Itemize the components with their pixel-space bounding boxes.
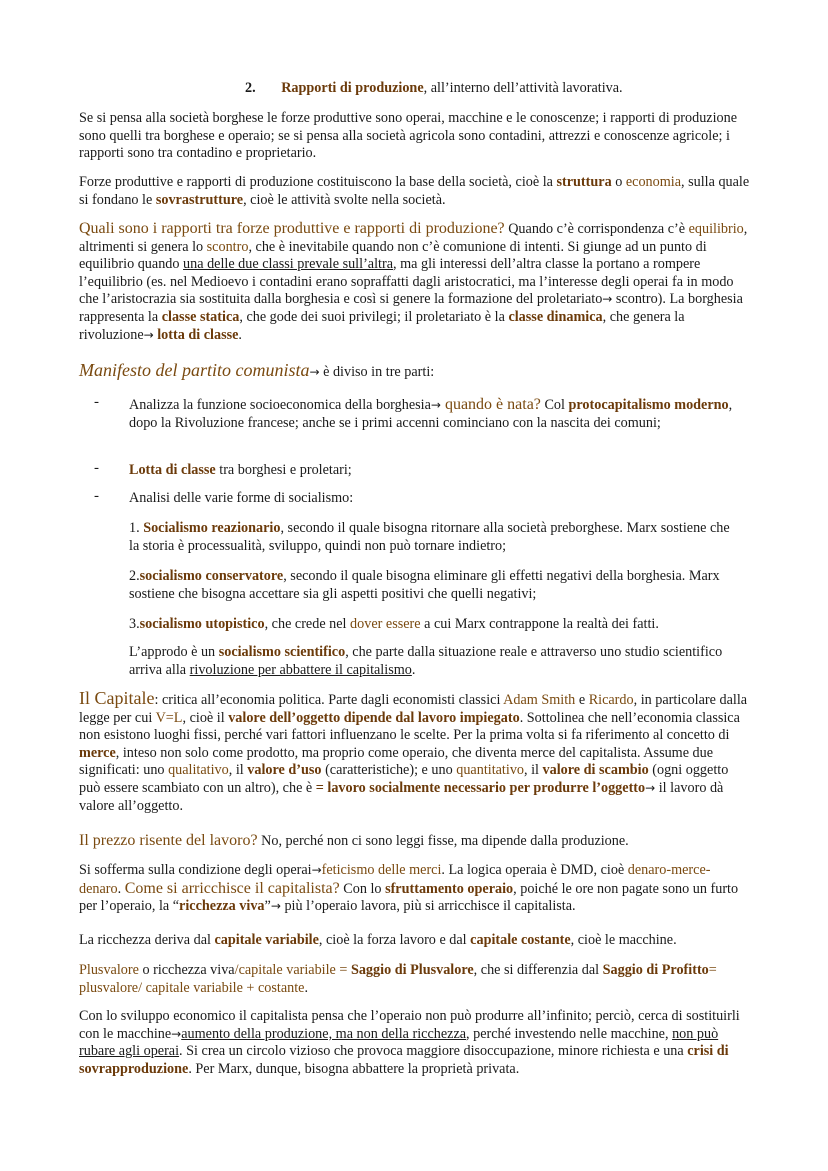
classe-dinamica-term: classe dinamica — [508, 308, 603, 325]
p3-f: , che gode dei suoi privilegi; il proletariato è la — [239, 308, 509, 325]
p2-text-c: o — [611, 174, 626, 190]
prezzo-paragraph — [79, 832, 751, 851]
sv-b: , perché investendo nelle macchine, — [466, 1025, 673, 1042]
plus-d: , che si differenzia dal — [473, 962, 603, 978]
s4-b: , che parte dalla situazione reale e attraverso uno studio scientifico arriva alla — [129, 644, 723, 678]
valore-scambio-term: valore di scambio — [542, 762, 649, 779]
s1-rest: , secondo il quale bisogna ritornare alla società preborghese. Marx sostiene che la storia è processualità, sviluppo, quindi non può tornare indietro; — [129, 520, 730, 554]
p3-a: Quando c’è corrispondenza c’è — [504, 221, 689, 237]
heading-bold: Rapporti di produzione — [281, 80, 424, 96]
saggio-plusvalore-term: Saggio di Plusvalore — [350, 962, 474, 978]
bullet-1 — [129, 396, 741, 432]
ric-c: , cioè le macchine. — [570, 932, 677, 948]
op-b: . La logica operaia è DMD, cioè — [441, 862, 628, 878]
capitale-costante-term: capitale costante — [470, 932, 571, 948]
op-g: più l’operaio lavora, più si arricchisce il capitalista. — [280, 898, 576, 915]
capitale-variabile-term: capitale variabile — [214, 932, 319, 948]
arrow-icon: → — [171, 1026, 182, 1041]
denaro-merce-denaro: denaro-merce-denaro — [79, 862, 711, 897]
cap-f: , inteso non solo come prodotto, ma proprio come operaio, che diventa merce del capitalista. Assume due significati: uno — [79, 744, 714, 779]
s3-a: , che crede nel — [264, 616, 351, 632]
arrow-icon: → — [430, 398, 441, 412]
s2-num: 2. — [129, 568, 140, 584]
p3-d: , ma gli interessi dell’altra classe la portano a rompere l’equilibrio (es. nel Medioevo i contadini erano sopraffatti dagli aristocratici, ma l’interesse degli operai fa in modo che l’aristocrazia sia sostituita dalla borghesia e così si genere la formazione del proletariato — [79, 256, 734, 308]
p3-g: , che genera la rivoluzione — [79, 308, 685, 343]
s2-term: socialismo conservatore — [139, 568, 284, 584]
op-c: . — [117, 880, 125, 897]
paragraph-2 — [79, 174, 751, 209]
cap-h: (caratteristiche); e uno — [321, 762, 457, 779]
section-heading — [245, 80, 765, 98]
sv-a: Con lo sviluppo economico il capitalista pensa che l’operaio non può produrre all’infinito; perciò, cerca di sostituirli con le macchine — [79, 1008, 740, 1042]
operai-paragraph — [79, 862, 751, 916]
lotta-classe-bold: Lotta di classe — [129, 462, 216, 478]
ricardo: Ricardo — [588, 692, 634, 708]
manifesto-title: Manifesto del partito comunista — [79, 360, 310, 380]
classe-statica-term: classe statica — [161, 308, 240, 325]
socialismo-scientifico — [129, 644, 741, 679]
sv-underlined-2: non può rubare agli operai — [79, 1025, 719, 1060]
arrow-icon: → — [143, 327, 154, 342]
paragraph-3 — [79, 220, 751, 344]
p2-text-g: , cioè le attività svolte nella società. — [243, 191, 446, 208]
b1-c: , dopo la Rivoluzione francese; anche se i primi accenni cominciano con la nascita dei comuni; — [129, 397, 733, 431]
heading-rest: , all’interno dell’attività lavorativa. — [423, 80, 623, 96]
valore-uso-term: valore d’uso — [247, 762, 322, 779]
sviluppo-paragraph — [79, 1008, 751, 1078]
p3-b: , altrimenti si genera lo — [79, 221, 748, 255]
question-prezzo: Il prezzo risente del lavoro? — [79, 832, 258, 849]
bullet-dash-3: - — [94, 488, 99, 504]
lavoro-socialmente-term: = lavoro socialmente necessario per produrre l’oggetto — [315, 779, 646, 796]
economia-term: economia — [625, 174, 682, 190]
capitale-title: Il Capitale — [79, 688, 155, 708]
ricchezza-paragraph — [79, 932, 751, 950]
qualitativo-term: qualitativo — [168, 762, 229, 779]
socialismo-2 — [129, 568, 741, 603]
s3-num: 3. — [129, 616, 140, 632]
s4-a: L’approdo è un — [129, 644, 219, 660]
scontro-term: scontro — [206, 238, 249, 255]
underlined-prevale: una delle due classi prevale sull’altra — [183, 256, 393, 273]
p3-period: . — [238, 326, 242, 343]
cap-c: , cioè il — [182, 709, 229, 726]
s4-c: . — [411, 661, 416, 678]
s3-b: a cui Marx contrappone la realtà dei fatti. — [420, 616, 659, 632]
quantitativo-term: quantitativo — [456, 762, 525, 779]
question-capitalista: Come si arricchisce il capitalista? — [124, 879, 340, 897]
op-d: Con lo — [339, 880, 386, 897]
prezzo-rest: No, perché non ci sono leggi fisse, ma dipende dalla produzione. — [257, 833, 629, 849]
v-equals-l: V=L — [155, 709, 183, 726]
plus-f: . — [304, 979, 308, 996]
question-quando: quando è nata? — [440, 396, 541, 413]
arrow-icon: → — [309, 365, 320, 379]
p2-text-e: , sulla quale si fondano le — [79, 174, 750, 208]
b1-b: Col — [540, 397, 569, 413]
plus-c: /capitale variabile = — [234, 962, 351, 978]
s2-rest: , secondo il quale bisogna eliminare gli effetti negativi della borghesia. Marx sostiene che bisogna accettare sia gli aspetti positivi che quelli negativi; — [129, 568, 720, 602]
p3-e: scontro). La borghesia rappresenta la — [79, 291, 743, 325]
manifesto-rest: è diviso in tre parti: — [319, 364, 435, 380]
ric-a: La ricchezza deriva dal — [79, 932, 215, 948]
protocapitalismo-term: protocapitalismo moderno — [568, 397, 729, 413]
plus-b: o ricchezza viva — [138, 962, 235, 978]
ricchezza-viva-term: ricchezza viva — [179, 898, 265, 915]
heading-number: 2. — [245, 80, 256, 96]
adam-smith: Adam Smith — [503, 692, 576, 708]
bullet-3: Analisi delle varie forme di socialismo: — [129, 490, 354, 506]
plusvalore-paragraph — [79, 962, 751, 997]
b1-a: Analizza la funzione socioeconomica della borghesia — [129, 397, 431, 413]
plusvalore-term: Plusvalore — [79, 962, 139, 978]
struttura-term: struttura — [556, 174, 612, 190]
b2-rest: tra borghesi e proletari; — [215, 462, 352, 478]
sv-underlined-1: aumento della produzione, ma non della ricchezza — [181, 1025, 467, 1042]
arrow-icon: → — [602, 292, 613, 307]
sovrastrutture-term: sovrastrutture — [155, 191, 244, 208]
op-a: Si sofferma sulla condizione degli operai — [79, 862, 312, 878]
s4-term: socialismo scientifico — [218, 644, 346, 660]
arrow-icon: → — [270, 899, 281, 914]
manifesto-heading — [79, 362, 751, 382]
op-f: ” — [264, 898, 271, 915]
p2-text-a: Forze produttive e rapporti di produzione costituiscono la base della società, cioè la — [79, 174, 557, 190]
s3-term: socialismo utopistico — [139, 616, 265, 632]
paragraph-1: Se si pensa alla società borghese le forze produttive sono operai, macchine e le conoscenze; i rapporti di produzione sono quelli tra borghese e operaio; se si pensa alla società agricola sono contadini, attrezzi e conoscenze agricole; i rapporti sono tra contadino e proprietario. — [79, 110, 738, 162]
cap-b: , in particolare dalla legge per cui — [79, 692, 748, 726]
arrow-icon: → — [311, 863, 322, 877]
socialismo-3 — [129, 616, 741, 634]
arrow-icon: → — [645, 780, 656, 795]
cap-k: il lavoro dà valore all’oggetto. — [79, 779, 724, 814]
capitale-paragraph — [79, 690, 751, 815]
cap-i: , il — [524, 762, 543, 779]
cap-d: . Sottolinea che nell’economia classica non esistono luoghi fissi, perché vari fattori influenzano le scelte. Per la prima volta si fa riferimento al concetto di — [79, 709, 740, 744]
sv-c: . Si crea un circolo vizioso che provoca maggiore disoccupazione, minore richiesta e una — [179, 1043, 688, 1060]
crisi-term: crisi di sovrapproduzione — [79, 1043, 729, 1077]
dover-essere-term: dover essere — [350, 616, 421, 632]
cap-a: : critica all’economia politica. Parte dagli economisti classici — [154, 692, 504, 708]
plus-formula: = plusvalore/ capitale variabile + costante — [79, 962, 717, 996]
sv-d: . Per Marx, dunque, bisogna abbattere la proprietà privata. — [188, 1060, 520, 1077]
question-rapporti: Quali sono i rapporti tra forze produttive e rapporti di produzione? — [79, 220, 505, 237]
cap-g: , il — [228, 762, 248, 779]
bullet-2 — [129, 462, 741, 480]
s1-num: 1. — [129, 520, 144, 536]
sfruttamento-term: sfruttamento operaio — [385, 880, 514, 897]
feticismo-term: feticismo delle merci — [321, 862, 442, 878]
socialismo-1 — [129, 520, 741, 555]
cap-j: (ogni oggetto può essere scambiato con un altro), che è — [79, 762, 729, 796]
s1-term: Socialismo reazionario — [143, 520, 281, 536]
s4-underlined: rivoluzione per abbattere il capitalismo — [189, 661, 412, 678]
bullet-dash-1: - — [94, 394, 99, 410]
ric-b: , cioè la forza lavoro e dal — [318, 932, 471, 948]
lotta-di-classe-term: lotta di classe — [157, 326, 239, 343]
op-e: , poiché le ore non pagate sono un furto per l’operaio, la “ — [79, 880, 739, 915]
p3-c: , che è inevitabile quando non c’è comunione di intenti. Si giunge ad un punto di equilibrio quando — [79, 238, 707, 273]
merce-term: merce — [79, 744, 116, 761]
cap-e: e — [575, 692, 589, 708]
bullet-dash-2: - — [94, 460, 99, 476]
saggio-profitto-term: Saggio di Profitto — [602, 962, 709, 978]
valore-oggetto-term: valore dell’oggetto dipende dal lavoro impiegato — [228, 709, 520, 726]
equilibrio-term: equilibrio — [688, 221, 744, 237]
